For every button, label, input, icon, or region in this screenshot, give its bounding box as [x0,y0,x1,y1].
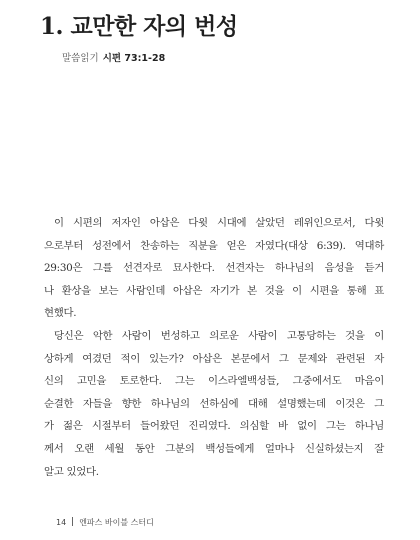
reading-reference [62,50,165,64]
paragraph-line: 나 환상을 보는 사람인데 아삽은 자기가 본 것을 이 시편을 통해 표 [44,284,384,297]
paragraph-line: 당신은 악한 사람이 번성하고 의로운 사람이 고통당하는 것을 이 [54,329,384,342]
scripture-reference: 시편 73:1-28 [102,53,166,64]
book-title: 엔파스 바이블 스터디 [79,518,154,527]
paragraph-2 [44,325,384,483]
page-footer [56,517,154,528]
paragraph-line: 상하게 여겼던 적이 있는가? 아삽은 본문에서 그 문제와 관련된 자 [44,352,384,365]
paragraph-line: 알고 있었다. [44,465,99,478]
paragraph-line: 현했다. [44,307,77,320]
page-number: 14 [56,518,67,527]
paragraph-line: 이 시편의 저자인 아삽은 다윗 시대에 살았던 레위인으로서, 다윗 [54,217,384,229]
footer-divider [72,517,73,526]
reading-label: 말씀읽기 [62,53,99,64]
paragraph-line: 가 젊은 시절부터 들어왔던 진리였다. 의심할 바 없이 그는 하나님 [44,420,384,433]
paragraph-line: 으로부터 성전에서 찬송하는 직분을 얻은 자였다(대상 6:39). 역대하 [44,239,384,252]
chapter-title: 1. 교만한 자의 번성 [40,13,238,40]
paragraph-line: 순결한 자들을 향한 하나님의 선하심에 대해 설명했는데 이것은 그 [44,397,384,410]
paragraph-line: 께서 오랜 세월 동안 그분의 백성들에게 얼마나 신실하셨는지 잘 [44,442,384,455]
paragraph-line: 신의 고민을 토로한다. 그는 이스라엘백성들, 그중에서도 마음이 [44,375,384,388]
body-text [44,212,384,483]
paragraph-line: 29:30은 그를 선견자로 묘사한다. 선견자는 하나님의 음성을 듣거 [44,262,384,275]
paragraph-1 [44,212,384,325]
